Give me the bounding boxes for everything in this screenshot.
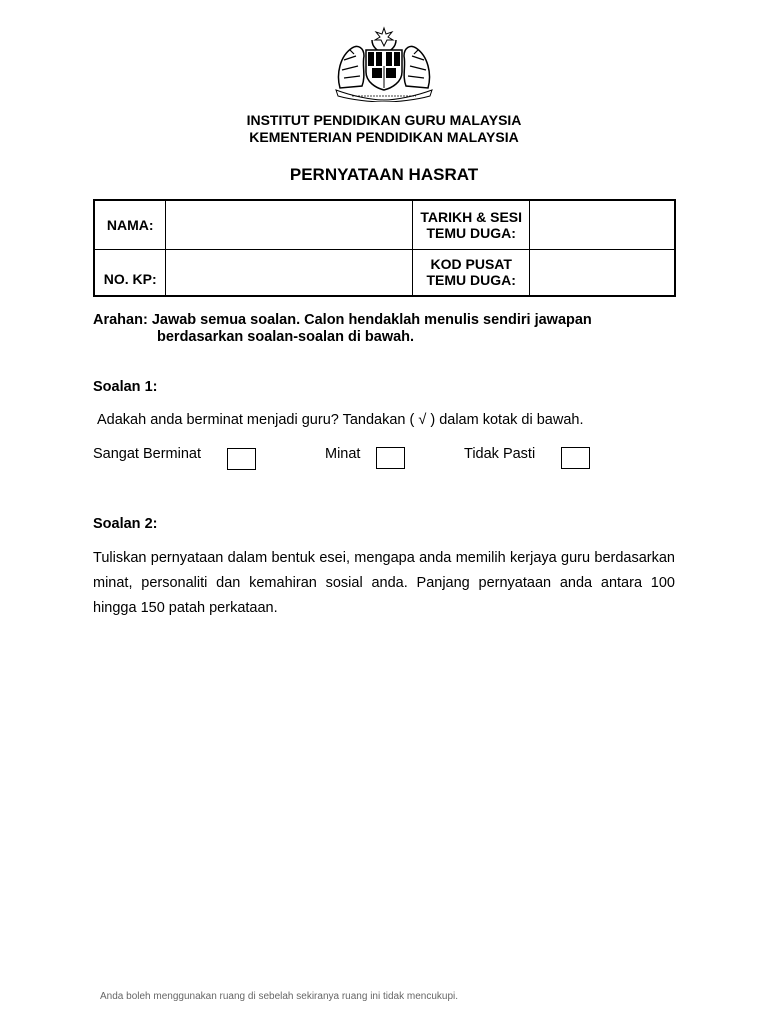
ministry-name: KEMENTERIAN PENDIDIKAN MALAYSIA — [249, 129, 519, 145]
answer-area[interactable] — [93, 640, 676, 980]
option-sangat-berminat-label: Sangat Berminat — [93, 446, 202, 462]
question1-text: Adakah anda berminat menjadi guru? Tandakan ( √ ) dalam kotak di bawah. — [97, 412, 584, 428]
ic-number-label: NO. KP: — [94, 249, 166, 296]
interview-date-label-line1: TARIKH & SESI — [420, 208, 523, 225]
applicant-info-table — [93, 199, 676, 297]
question2-text: Tuliskan pernyataan dalam bentuk esei, mengapa anda memilih kerjaya guru berdasarkan minat, personaliti dan kemahiran sosial anda. Panjang pernyataan anda antara 100 hingga 150 patah perkataan. — [93, 550, 675, 616]
question1-heading: Soalan 1: — [93, 379, 158, 395]
interview-date-field[interactable] — [530, 200, 675, 249]
footer-note: Anda boleh menggunakan ruang di sebelah sekiranya ruang ini tidak mencukupi. — [100, 991, 459, 1002]
center-code-label — [413, 249, 530, 296]
option-sangat-berminat-checkbox[interactable] — [227, 448, 256, 470]
instructions — [93, 312, 592, 346]
interview-date-label — [413, 200, 530, 249]
option-minat-label: Minat — [325, 446, 361, 462]
center-code-field[interactable] — [530, 249, 675, 296]
option-tidak-pasti-label: Tidak Pasti — [464, 446, 536, 462]
document-title: PERNYATAAN HASRAT — [289, 165, 479, 184]
name-field[interactable] — [166, 200, 413, 249]
institute-name: INSTITUT PENDIDIKAN GURU MALAYSIA — [246, 112, 522, 128]
option-tidak-pasti-checkbox[interactable] — [561, 447, 590, 469]
name-label: NAMA: — [94, 200, 166, 249]
question2-heading: Soalan 2: — [93, 516, 158, 532]
interview-date-label-line2: TEMU DUGA: — [426, 224, 516, 241]
instructions-line2: berdasarkan soalan-soalan di bawah. — [157, 329, 415, 345]
instructions-line1: Arahan: Jawab semua soalan. Calon hendaklah menulis sendiri jawapan — [93, 312, 592, 328]
ic-number-field[interactable] — [166, 249, 413, 296]
center-code-label-line1: KOD PUSAT — [430, 256, 512, 273]
malaysia-coat-of-arms-icon — [332, 26, 436, 102]
center-code-label-line2: TEMU DUGA: — [426, 272, 516, 289]
option-minat-checkbox[interactable] — [376, 447, 405, 469]
